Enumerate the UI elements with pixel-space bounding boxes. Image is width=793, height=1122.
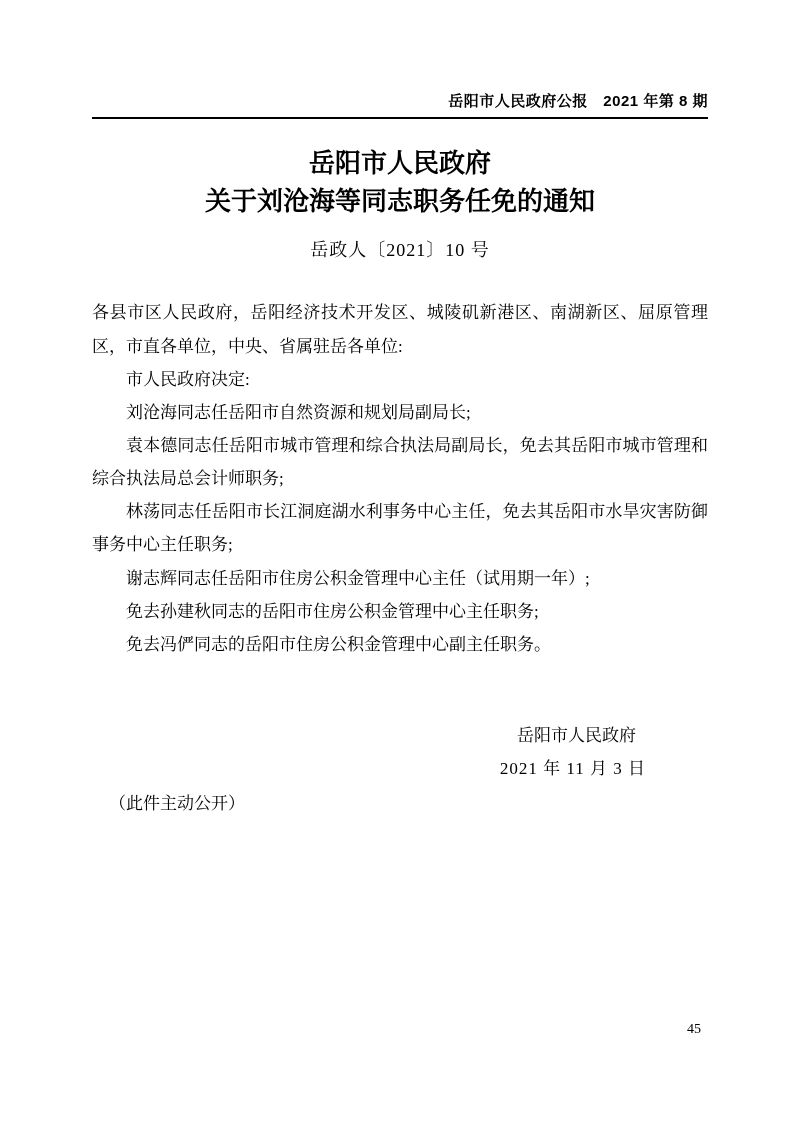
salutation-paragraph: 各县市区人民政府，岳阳经济技术开发区、城陵矶新港区、南湖新区、屈原管理区，市直各单位，中央、省属驻岳各单位: (92, 303, 708, 356)
document-title-line1: 岳阳市人民政府 (308, 149, 491, 178)
body-paragraph: 袁本德同志任岳阳市城市管理和综合执法局副局长，免去其岳阳市城市管理和综合执法局总会计师职务; (92, 435, 708, 489)
disclosure-note: （此件主动公开） (109, 794, 245, 814)
document-body (92, 296, 708, 661)
page-number: 45 (687, 1022, 701, 1037)
document-title (92, 145, 708, 220)
header-rule (92, 117, 708, 119)
signature-block (92, 719, 708, 785)
gazette-running-header: 岳阳市人民政府公报 2021 年第 8 期 (448, 93, 708, 110)
document-title-line2: 关于刘沧海等同志职务任免的通知 (204, 186, 595, 216)
body-paragraph: 林荡同志任岳阳市长江洞庭湖水利事务中心主任，免去其岳阳市水旱灾害防御事务中心主任职务; (92, 502, 708, 555)
document-number: 岳政人〔2021〕10 号 (310, 240, 490, 261)
body-paragraph: 谢志辉同志任岳阳市住房公积金管理中心主任（试用期一年）; (126, 568, 590, 588)
signature-issuer: 岳阳市人民政府 (517, 725, 636, 745)
body-paragraph: 免去冯俨同志的岳阳市住房公积金管理中心副主任职务。 (126, 634, 551, 654)
body-paragraph: 刘沧海同志任岳阳市自然资源和规划局副局长; (126, 402, 471, 422)
body-paragraph: 免去孙建秋同志的岳阳市住房公积金管理中心主任职务; (126, 601, 539, 621)
signature-date: 2021 年 11 月 3 日 (499, 759, 646, 779)
body-paragraph: 市人民政府决定: (126, 369, 250, 389)
